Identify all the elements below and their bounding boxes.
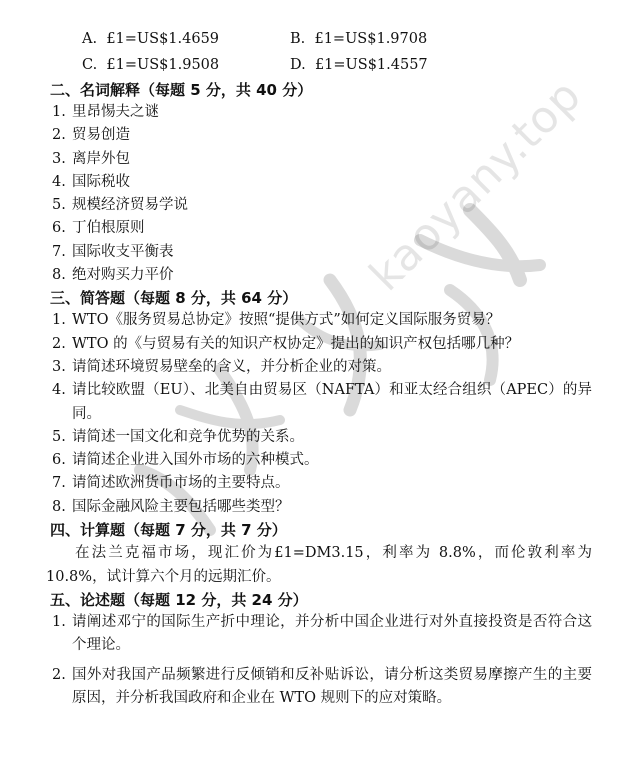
- item-number: 2.: [52, 666, 66, 683]
- item-text: 丁伯根原则: [72, 220, 145, 237]
- item-number: 5.: [52, 197, 66, 214]
- calculation-question: 在法兰克福市场，现汇价为£1=DM3.15，利率为 8.8%，而伦敦利率为 10.8%，试计算六个月的远期汇价。: [46, 545, 592, 586]
- list-item: [52, 379, 592, 426]
- item-number: 2.: [52, 127, 66, 144]
- short-answer-list: [52, 309, 592, 519]
- section-title-short-answer: 三、简答题（每题 8 分，共 64 分）: [50, 289, 298, 308]
- exam-content: [46, 79, 592, 710]
- list-item: [52, 356, 592, 379]
- item-number: 4.: [52, 382, 66, 399]
- option-label: C.: [82, 57, 98, 73]
- list-item: [52, 426, 592, 449]
- item-text: 请简述环境贸易壁垒的含义，并分析企业的对策。: [72, 358, 391, 375]
- option-b: [290, 31, 498, 47]
- option-d: [290, 57, 498, 73]
- section-title-essay: 五、论述题（每题 12 分，共 24 分）: [50, 591, 308, 610]
- options-row-1: [82, 26, 602, 52]
- option-a: [82, 31, 290, 47]
- item-number: 1.: [52, 104, 66, 120]
- option-value: £1=US$1.4557: [314, 57, 428, 73]
- list-item: [52, 664, 592, 711]
- item-text: 请简述一国文化和竞争优势的关系。: [72, 428, 304, 445]
- list-item: [52, 449, 592, 472]
- item-text: 国际金融风险主要包括哪些类型？: [72, 498, 290, 515]
- option-label: A.: [82, 31, 98, 47]
- list-item: [52, 611, 592, 658]
- item-text: 国外对我国产品频繁进行反倾销和反补贴诉讼，请分析这类贸易摩擦产生的主要原因，并分析我国政府和企业在 WTO 规则下的应对策略。: [72, 666, 592, 706]
- option-value: £1=US$1.4659: [106, 31, 220, 47]
- item-text: 绝对购买力平价: [72, 267, 174, 284]
- item-number: 1.: [52, 312, 66, 329]
- terms-list: [52, 101, 592, 287]
- item-text: 离岸外包: [72, 150, 130, 167]
- list-item: [52, 496, 592, 519]
- list-item: [52, 194, 592, 217]
- item-number: 7.: [52, 475, 66, 492]
- item-number: 5.: [52, 428, 66, 445]
- list-item: [52, 101, 592, 124]
- option-value: £1=US$1.9508: [106, 57, 220, 73]
- option-value: £1=US$1.9708: [314, 31, 428, 47]
- list-item: [52, 241, 592, 264]
- item-text: 请简述企业进入国外市场的六种模式。: [72, 452, 319, 469]
- item-text: 请比较欧盟（EU）、北美自由贸易区（NAFTA）和亚太经合组织（APEC）的异同。: [72, 382, 592, 422]
- item-text: WTO《服务贸易总协定》按照“提供方式”如何定义国际服务贸易？: [72, 312, 501, 329]
- item-number: 8.: [52, 267, 66, 284]
- list-item: [52, 124, 592, 147]
- list-item: [52, 264, 592, 287]
- item-number: 7.: [52, 243, 66, 260]
- essay-list: [52, 611, 592, 710]
- item-number: 1.: [52, 614, 66, 631]
- list-item: [52, 309, 592, 332]
- watermark-text: kaoyany.top: [360, 69, 592, 302]
- list-item: [52, 333, 592, 356]
- list-item: [52, 217, 592, 240]
- item-text: 贸易创造: [72, 127, 130, 144]
- list-item: [52, 148, 592, 171]
- option-label: D.: [290, 57, 306, 73]
- item-text: WTO 的《与贸易有关的知识产权协定》提出的知识产权包括哪几种？: [72, 335, 520, 352]
- item-number: 3.: [52, 358, 66, 375]
- section-title-terms: 二、名词解释（每题 5 分，共 40 分）: [50, 81, 313, 99]
- options-row-2: [82, 52, 602, 78]
- item-text: 国际税收: [72, 173, 130, 190]
- item-number: 6.: [52, 220, 66, 237]
- item-number: 2.: [52, 335, 66, 352]
- answer-options: [82, 26, 602, 78]
- list-item: [52, 472, 592, 495]
- option-label: B.: [290, 31, 306, 47]
- list-item: [52, 171, 592, 194]
- item-text: 请简述欧洲货币市场的主要特点。: [72, 475, 290, 492]
- item-number: 3.: [52, 150, 66, 167]
- section-title-calculation: 四、计算题（每题 7 分，共 7 分）: [50, 521, 287, 540]
- item-number: 6.: [52, 452, 66, 469]
- item-text: 请阐述邓宁的国际生产折中理论，并分析中国企业进行对外直接投资是否符合这个理论。: [72, 614, 592, 654]
- item-text: 里昂惕夫之谜: [72, 104, 159, 120]
- item-number: 8.: [52, 498, 66, 515]
- item-text: 规模经济贸易学说: [72, 197, 188, 214]
- item-text: 国际收支平衡表: [72, 243, 174, 260]
- option-c: [82, 57, 290, 73]
- item-number: 4.: [52, 173, 66, 190]
